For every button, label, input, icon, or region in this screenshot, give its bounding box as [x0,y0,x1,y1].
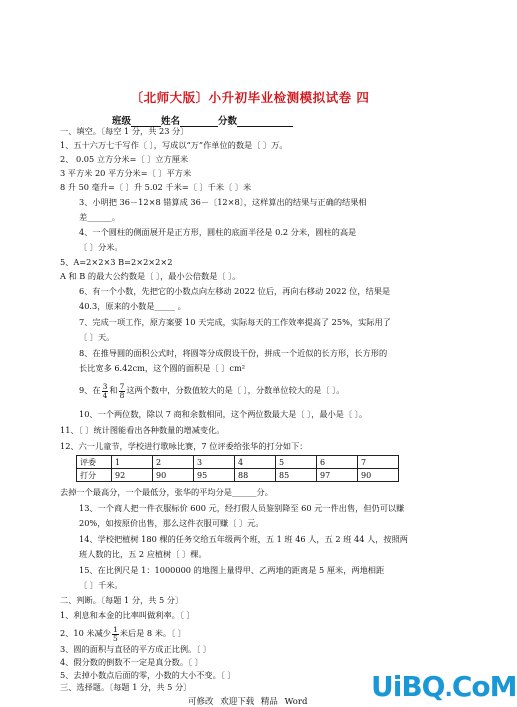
question-12-cont: 去掉一个最高分，一个最低分，张华的平均分是______分。 [60,487,273,497]
question-4-cont: 〔 〕分米。 [79,242,123,252]
question-7-cont: 〔 〕天。 [79,332,115,342]
judge-5: 5、去掉小数点后面的零，小数的大小不变。〔 〕 [60,670,236,680]
student-info-line [112,113,293,127]
question-6-cont: 40.3，原来的小数是_____ 。 [79,301,186,311]
question-3: 3、小明把 36－12×8 错算成 36－〔12×8〕，这样算出的结果与正确的结果相 [79,197,367,207]
judge-1: 1、利息和本金的比率叫做利率。〔 〕 [60,610,195,620]
question-4: 4、一个圆柱的侧面展开是正方形，圆柱的底面半径是 0.2 分米，圆柱的高是 [79,227,357,237]
question-5: 5、A=2×2×3 B=2×2×2×2 [60,257,173,267]
table-row: 评委 1 2 3 4 5 6 7 [77,456,399,469]
question-15-cont: 〔 〕千米。 [79,580,123,590]
section-3-heading: 三、选择题。〔每题 1 分，共 5 分〕 [60,682,192,692]
class-label: 班级 [112,116,132,127]
question-2-part-b: 3 平方米 20 平方分米=〔 〕平方米 [60,168,192,178]
section-1-heading: 一、填空。〔每空 1 分，共 23 分〕 [60,126,189,136]
question-13: 13、一个商人把一件衣服标价 600 元，经打假人员鉴别降至 60 元一件出售，但仍可以赚 [79,503,405,513]
question-13-cont: 20%，如按原价出售，那么这件衣服可赚〔 〕元。 [79,518,264,528]
question-10: 10、一个两位数，除以 7 商和余数相同，这个两位数最大是〔 〕，最小是〔 〕。 [79,409,368,419]
question-1: 1、五十六万七千写作〔 〕，写成以“万”作单位的数是〔 〕万。 [60,140,288,150]
question-8-cont: 长比宽多 6.42cm，这个圆的面积是〔 〕cm² [79,363,246,373]
page-title: 〔北师大版〕小升初毕业检测模拟试卷 四 [130,90,370,105]
footer-text: 可修改 欢迎下载 精品 Word [188,697,308,707]
question-12: 12、六一儿童节，学校进行歌咏比赛，7 位评委给张华的打分如下： [60,441,308,451]
judge-3: 3、圆的面积与直径的平方成正比例。〔 〕 [60,644,212,654]
score-table [76,455,399,482]
question-15: 15、在比例尺是 1：1000000 的地图上量得甲、乙两地的距离是 5 厘米，两地相距 [79,565,385,575]
judge-4: 4、假分数的倒数不一定是真分数。〔 〕 [60,657,203,667]
question-9: 9、在 $\frac{3}{4}$ 和 $\frac{7}{8}$ 这两个数中，分数值较大的是〔 〕，分数单位较大的是〔 〕。 [79,381,345,400]
fraction-3-4: $\frac{3}{4}$ [102,381,108,400]
watermark-logo: UiBQ.CoM [371,670,517,703]
question-6: 6、有一个小数，先把它的小数点向左移动 2022 位后，再向右移动 2022 位，结果是 [79,286,391,296]
score-label: 分数 [218,116,238,127]
table-row: 打分 92 90 95 88 85 97 90 [77,469,399,482]
question-7: 7、完成一项工作，原方案要 10 天完成，实际每天的工作效率提高了 25%，实际用了 [79,317,391,327]
section-2-heading: 二、判断。〔每题 1 分，共 5 分〕 [60,595,184,605]
question-5-cont: A 和 B 的最大公约数是〔 〕，最小公倍数是〔 〕。 [60,271,241,281]
question-14-cont: 班人数的比，五 2 应植树〔 〕棵。 [79,549,207,559]
question-3-cont: 差______。 [79,212,120,222]
fraction-7-8: $\frac{7}{8}$ [119,381,125,400]
question-2-part-c: 8 升 50 毫升=〔 〕升 5.02 千米=〔 〕千米〔 〕米 [60,182,252,192]
question-8: 8、在推导圆的面积公式时，将圆等分成假设干份，拼成一个近似的长方形，长方形的 [79,348,388,358]
judge-2: 2、10 米减少 $\frac{1}{5}$ 米后是 8 米。〔 〕 [60,624,186,643]
score-blank [237,116,293,127]
question-2: 2、 0.05 立方分米=〔 〕立方厘米 [60,154,189,164]
name-label: 姓名 [161,116,181,127]
question-14: 14、学校把植树 180 棵的任务交给五年级两个班，五 1 班 46 人，五 2 班 44 人，按照两 [79,534,408,544]
question-11: 11、〔 〕统计图能看出各种数量的增减变化。 [60,425,225,435]
fraction-1-5: $\frac{1}{5}$ [112,624,118,643]
